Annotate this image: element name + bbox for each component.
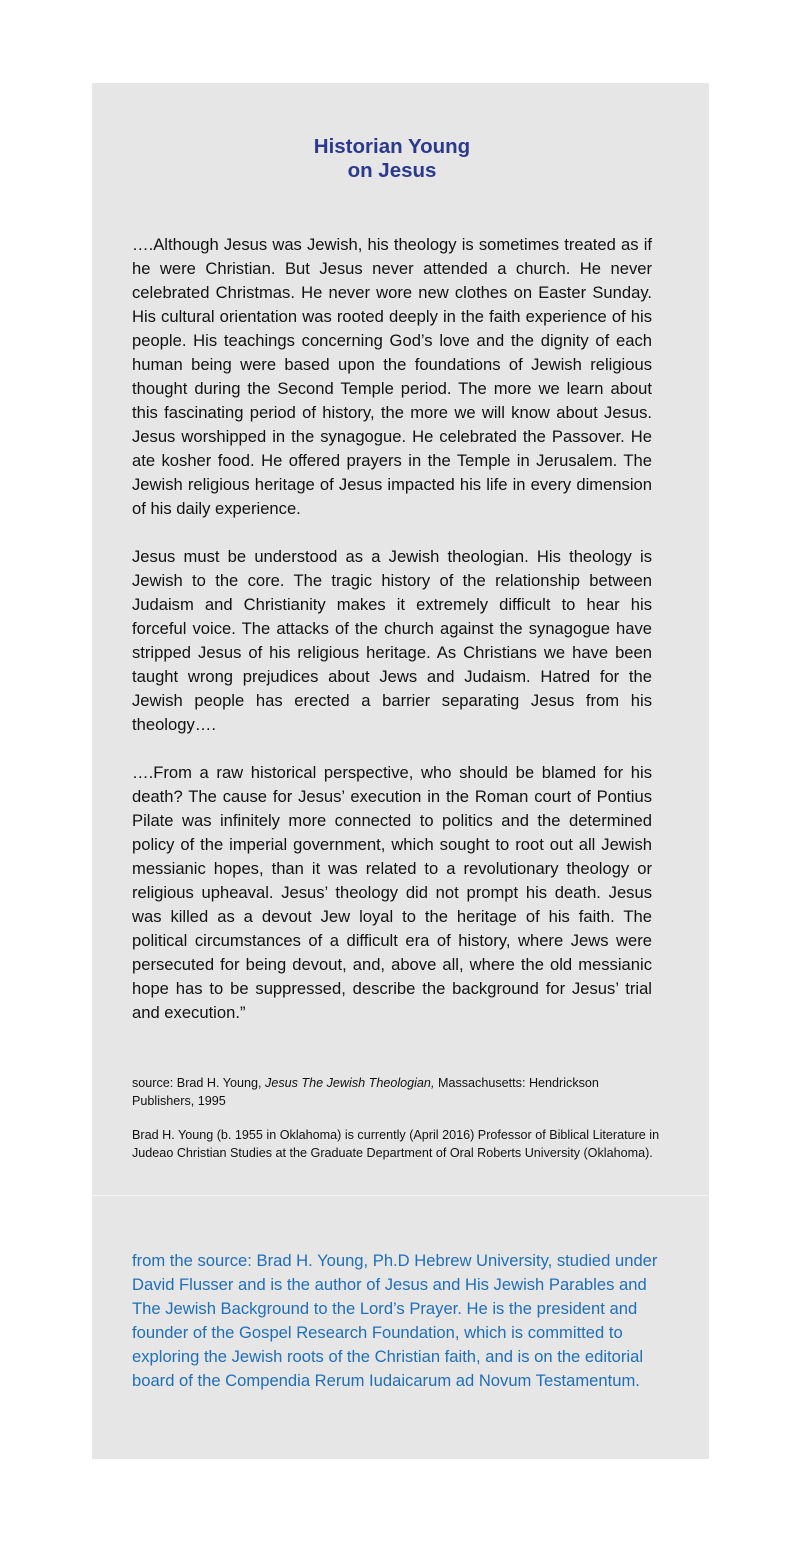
author-bio-note: from the source: Brad H. Young, Ph.D Hebrew University, studied under David Flusser and is the author of Jesus and His Jewish Parables and The Jewish Background to the Lord’s Prayer. He is the president and founder of the Gospel Research Foundation, which is committed to exploring the Jewish roots of the Christian faith, and is on the editorial board of the Compendia Rerum Iudaicarum ad Novum Testamentum. <box>132 1251 658 1390</box>
quote-paragraph-3: ….From a raw historical perspective, who should be blamed for his death? The cause for Jesus’ execution in the Roman court of Pontius Pilate was infinitely more connected to politics and the determined policy of the imperial government, which sought to root out all Jewish messianic hopes, than it was related to a revolutionary theology or religious upheaval. Jesus’ theology did not prompt his death. Jesus was killed as a devout Jew loyal to the heritage of his faith. The political circumstances of a difficult era of history, where Jews were persecuted for being devout, and, above all, where the old messianic hope has to be suppressed, describe the background for Jesus’ trial and execution.” <box>132 763 652 1022</box>
source-suffix: Massachusetts: Hendrickson Publishers, 1995 <box>132 1076 599 1108</box>
source-section <box>132 1074 662 1178</box>
source-prefix: source: Brad H. Young, <box>132 1076 266 1090</box>
content-panel <box>92 83 709 1459</box>
title-line-2: on Jesus <box>347 159 437 182</box>
source-citation <box>132 1074 662 1110</box>
quote-paragraph-1: ….Although Jesus was Jewish, his theology is sometimes treated as if he were Christian. But Jesus never attended a church. He never celebrated Christmas. He never wore new clothes on Easter Sunday. His cultural orientation was rooted deeply in the faith experience of his people. His teachings concerning God’s love and the dignity of each human being were based upon the foundations of Jewish religious thought during the Second Temple period. The more we learn about this fascinating period of history, the more we will know about Jesus. Jesus worshipped in the synagogue. He celebrated the Passover. He ate kosher food. He offered prayers in the Temple in Jerusalem. The Jewish religious heritage of Jesus impacted his life in every dimension of his daily experience. <box>132 235 652 518</box>
title-line-1: Historian Young <box>313 135 471 158</box>
author-note: Brad H. Young (b. 1955 in Oklahoma) is currently (April 2016) Professor of Biblical Literature in Judeao Christian Studies at the Graduate Department of Oral Roberts University (Oklahoma). <box>132 1128 660 1160</box>
source-book-title: Jesus The Jewish Theologian, <box>265 1076 435 1090</box>
quote-paragraph-2: Jesus must be understood as a Jewish theologian. His theology is Jewish to the core. The tragic history of the relationship between Judaism and Christianity makes it extremely difficult to hear his forceful voice. The attacks of the church against the synagogue have stripped Jesus of his religious heritage. As Christians we have been taught wrong prejudices about Jews and Judaism. Hatred for the Jewish people has erected a barrier separating Jesus from his theology…. <box>132 547 652 734</box>
quote-body <box>132 233 652 1049</box>
page-title <box>92 135 692 183</box>
section-divider <box>92 1195 709 1196</box>
